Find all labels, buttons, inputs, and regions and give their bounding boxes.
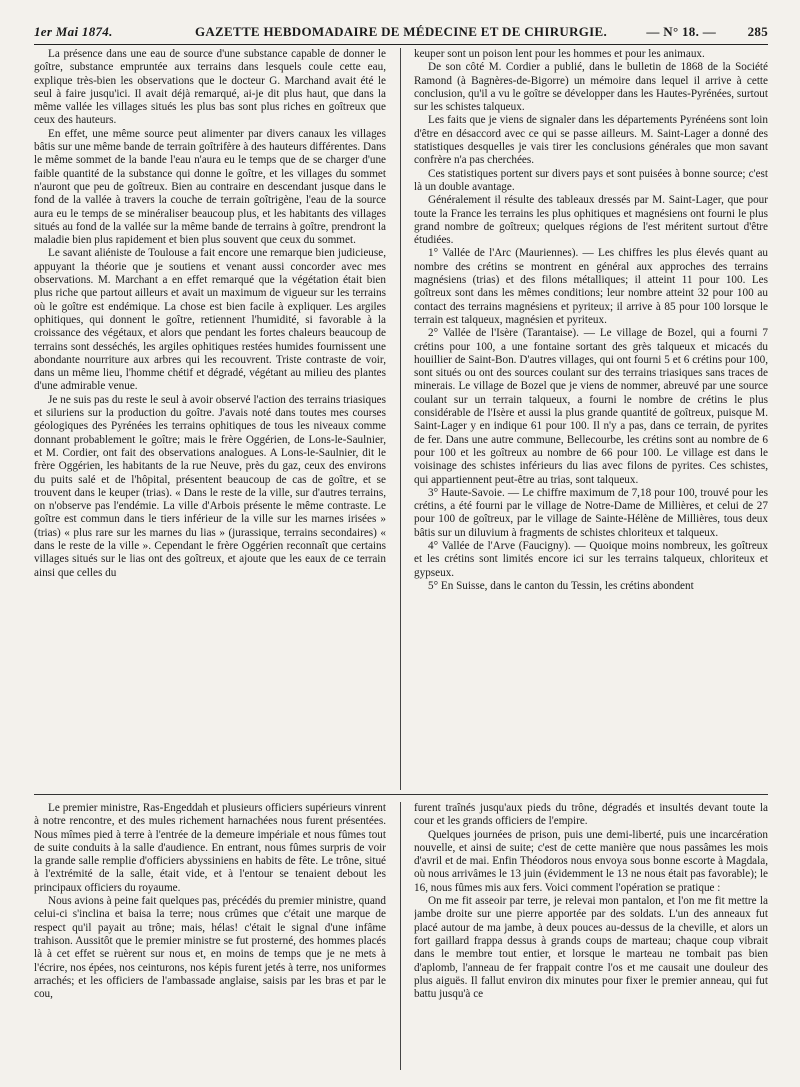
page-number: 285 [747, 24, 768, 39]
paragraph: Ces statistiques portent sur divers pays et sont puisées à bonne source; c'est là un double avantage. [414, 167, 768, 193]
column-upper-right [414, 48, 768, 790]
paragraph: La présence dans une eau de source d'une substance capable de donner le goître, substance empruntée aux terrains dans lesquels coule cette eau, explique très-bien les observations que le docteur G. Marchand avait été le seul à faire jusqu'ici. Il avait déjà remarqué, ai-je dit plus haut, que dans la même vallée les villages situés les plus bas sont plus riches en goîtreux que ceux des hauteurs. [34, 48, 386, 127]
issue-number: — N° 18. — [646, 24, 716, 39]
issue-date: 1er Mai 1874. [34, 24, 113, 39]
feuilleton-divider [400, 802, 401, 1070]
feuilleton-column-left [34, 802, 386, 1070]
feuilleton-column-right [414, 802, 768, 1070]
feuilleton-rule [34, 794, 768, 795]
paragraph: Quelques journées de prison, puis une demi-liberté, puis une incarcération nouvelle, et ainsi de suite; c'est de cette manière que nous passâmes les mois d'avril et de mai. Enfin Théodoros nous envoya sous bonne escorte à Magdala, où nous arrivâmes le 13 juin (évidemment le 13 ne nous était pas favorable); le 16, nous fûmes mis aux fers. Voici comment l'opération se pratique : [414, 828, 768, 894]
paragraph: Le savant aliéniste de Toulouse a fait encore une remarque bien judicieuse, appuyant la théorie que je soutiens et venant aussi concorder avec mes observations. M. Marchant a en effet remarqué que la végétation était bien plus riche que partout ailleurs et avait un maximum de vigueur sur les terrains où le goître est endémique. La chose est bien facile à expliquer. Les argiles ophitiques, qui donnent le goître, retiennent l'humidité, si favorable à la croissance des végétaux, et alors que pendant les fortes chaleurs beaucoup de terrains sont desséchés, les argiles ophitiques restées humides fournissent une abondante nourriture aux arbres qui les recouvrent. Triste contraste de voir, dans un même lieu, l'homme chétif et dégradé, végétant au milieu des plantes d'une admirable venue. [34, 247, 386, 393]
header-rule [34, 44, 768, 45]
paragraph: Nous avions à peine fait quelques pas, précédés du premier ministre, quand celui-ci s'inclina et baisa la terre; nous crûmes que c'était une marque de respect qu'il payait au trône; mais, hélas! c'était le signal d'une infâme trahison. Aussitôt que le premier ministre se fut prosterné, des hommes placés là à cet effet se ruèrent sur nous et, en moins de temps que je ne mets à l'écrire, nos épées, nos ceinturons, nos képis furent jetés à terre, nos uniformes arrachés; et les officiers de l'ambassade anglaise, saisis par les bras et par le cou, [34, 895, 386, 1001]
paragraph: 1° Vallée de l'Arc (Mauriennes). — Les chiffres les plus élevés quant au nombre des crétins se montrent en général aux approches des terrains magnésiens (trias) et des filons métalliques; il atteint 11 pour 100. Les goîtreux sont dans les mêmes conditions; leur nombre atteint 32 pour 100 au contact des terrains magnésiens et pyriteux; il arrive à 85 pour 100 lorsque le terrain est talqueux, magnésien et pyriteux. [414, 247, 768, 326]
paragraph: 4° Vallée de l'Arve (Faucigny). — Quoique moins nombreux, les goîtreux et les crétins sont limités encore ici sur les terrains talqueux, chloriteux et gypseux. [414, 539, 768, 579]
paragraph: Je ne suis pas du reste le seul à avoir observé l'action des terrains triasiques et siluriens sur la production du goître. J'avais noté dans toutes mes courses géologiques des Pyrénées les terrains ophitiques de tous les niveaux comme donnant probablement le goître; mais le frère Oggérien, de Lons-le-Saulnier, et M. Cordier, ont fait des observations analogues. A Lons-le-Saulnier, dit le frère Oggérien, les habitants de la rue Neuve, près du gaz, ceux des environs du puits salé et de l'hôpital, présentent beaucoup de cas de goître, et se trouvent dans le keuper (trias). « Dans le reste de la ville, sur d'autres terrains, on n'observe pas l'endémie. La ville d'Arbois présente le même contraste. Le goître est commun dans le tiers inférieur de la ville sur les marnes irisées » (trias) « plus rare sur les marnes du lias » (jurassique, terrains secondaires) « dans le reste de la ville ». Cependant le frère Oggérien reconnaît que certains villages situés sur le lias ont des goîtreux, et ajoute que les eaux de ce terrain ainsi que celles du [34, 393, 386, 579]
paragraph: On me fit asseoir par terre, je relevai mon pantalon, et l'on me fit mettre la jambe droite sur une pierre apportée par des soldats. L'un des anneaux fut placé autour de ma jambe, à deux pouces au-dessus de la cheville, et alors un fort gaillard frappa dessus à grands coups de marteau; chaque coup vibrait dans le membre tout entier, et lorsque le marteau ne tombait pas bien d'aplomb, l'anneau de fer frappait contre l'os et me causait une douleur des plus aiguës. Il fallut environ dix minutes pour fixer le premier anneau, qui fut battu jusqu'à ce [414, 895, 768, 1001]
paragraph: keuper sont un poison lent pour les hommes et pour les animaux. [414, 48, 705, 60]
paragraph: 3° Haute-Savoie. — Le chiffre maximum de 7,18 pour 100, trouvé pour les crétins, a été fourni par le village de Notre-Dame de Millières, et celui de 27 pour 100 de goîtreux, par le village de Sainte-Hélène de Millières, tous deux bâtis sur un diluvium à fragments de schistes chloriteux et talqueux. [414, 486, 768, 539]
column-upper-left [34, 48, 386, 790]
journal-title: GAZETTE HEBDOMADAIRE DE MÉDECINE ET DE CHIRURGIE. [194, 24, 608, 39]
column-divider [400, 48, 401, 790]
page-header [34, 18, 768, 44]
paragraph: 5° En Suisse, dans le canton du Tessin, les crétins abondent [428, 579, 694, 592]
paragraph: furent traînés jusqu'aux pieds du trône, dégradés et insultés devant toute la cour et les grands officiers de l'empire. [414, 802, 768, 828]
paragraph: Le premier ministre, Ras-Engeddah et plusieurs officiers supérieurs vinrent à notre rencontre, et des mules richement harnachées nous furent présentées. Nous mîmes pied à terre à l'entrée de la demeure impériale et nous fûmes tout de suite conduits à la salle d'audience. En entrant, nous fûmes surpris de voir la grande salle remplie d'officiers abyssiniens en habits de fête. Le trône, situé à l'extrémité de la salle, était vide, et à l'entour se tenaient debout les principaux officiers du royaume. [34, 802, 386, 894]
paragraph: Les faits que je viens de signaler dans les départements Pyrénéens sont loin d'être en désaccord avec ce qui se passe ailleurs. M. Saint-Lager a donné des statistiques desquelles je vais tirer les conclusions générales que mon savant confrère n'a pas cherchées. [414, 114, 768, 167]
paragraph: En effet, une même source peut alimenter par divers canaux les villages bâtis sur une même bande de terrain goîtrifère à des hauteurs différentes. Dans le même sommet de la bande l'eau n'aura eu le temps que de se charger d'une faible quantité de la substance qui donne le goître, et les villages du sommet n'auront que peu de goîtreux. Bien au contraire en descendant jusque dans le fond de la vallée à travers la couche de terrain goîtrigène, l'eau de la source aura eu le temps de se minéraliser beaucoup plus, et les habitants des villages situés au fond de la vallée sur la même bande de terrains à goître, prendront la maladie bien plus rapidement et bien plus souvent que ceux du sommet. [34, 127, 386, 247]
paragraph: De son côté M. Cordier a publié, dans le bulletin de 1868 de la Société Ramond (à Bagnères-de-Bigorre) un mémoire dans lequel il arrive à cette conclusion, qu'il a vu le goître se développer dans les Hautes-Pyrénées, surtout sur les schistes talqueux. [414, 61, 768, 114]
paragraph: 2° Vallée de l'Isère (Tarantaise). — Le village de Bozel, qui a fourni 7 crétins pour 100, a une fontaine sortant des grès talqueux et micacés du houillier de Saint-Bon. D'autres villages, qui ont fourni 5 et 6 crétins pour 100, sont situés ou ont des sources coulant sur des terrains triasiques sans traces de minerais. Le village de Bozel que je viens de nommer, abreuvé par une source coulant sur un terrain talqueux, a fourni le nombre de crétins le plus considérable de l'Isère et aussi la plus grande quantité de goîtreux, puisque M. Saint-Lager y en indique 61 pour 100. Il n'y a pas, dans ce terrain, de pyrites de fer. Dans une autre commune, Bellecourbe, les crétins sont au nombre de 6 pour 100 et les goîtreux au nombre de 66 pour 100. Le village est dans le voisinage des schistes inférieurs du lias avec filons de pyrites. Ces schistes, qui appartiennent peut-être au trias, sont talqueux. [414, 327, 768, 486]
paragraph: Généralement il résulte des tableaux dressés par M. Saint-Lager, que pour toute la France les terrains les plus ophitiques et magnésiens ont fourni le plus grand nombre de goîtreux; quelques régions de l'est méritent surtout d'être étudiées. [414, 194, 768, 247]
